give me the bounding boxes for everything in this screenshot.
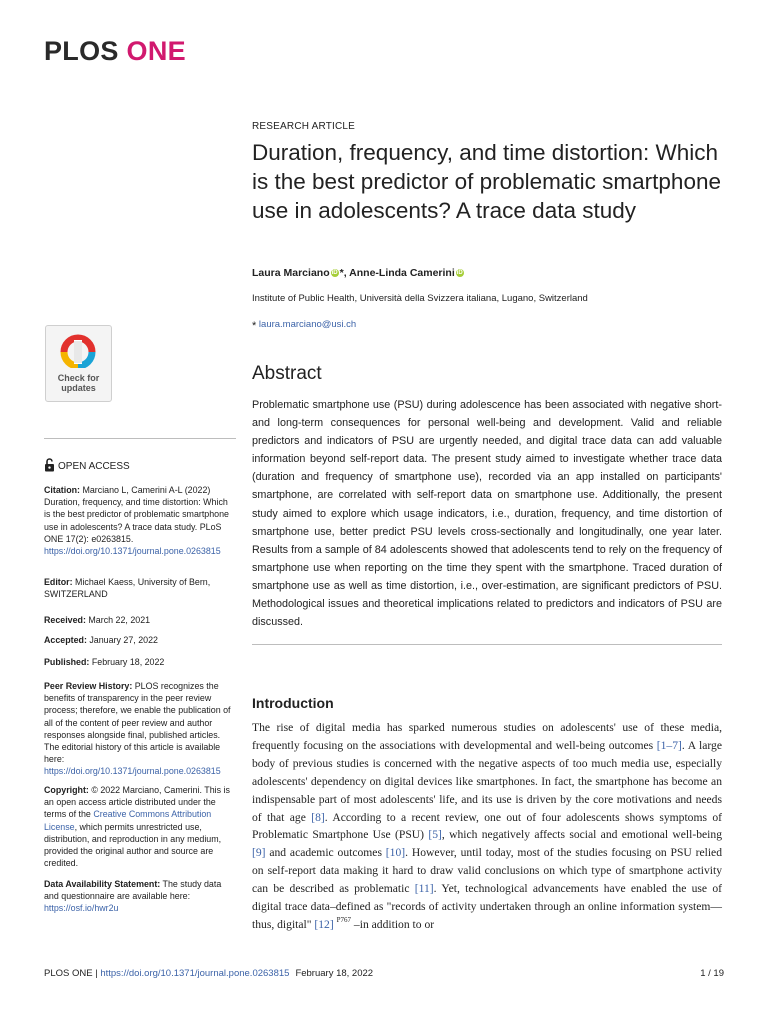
footer-separator: | [92,968,101,979]
peer-review-link[interactable]: https://doi.org/10.1371/journal.pone.0263815 [44,766,221,777]
citation-text: Marciano L, Camerini A-L (2022) Duration, frequency, and time distortion: Which is the best predictor of problematic smartphone use in adolescents? A trace data study. PLoS ONE 17(2): e0263815. [44,485,229,544]
abstract-divider [252,644,722,645]
corresponding-email [252,319,722,332]
footer-doi-link[interactable]: https://doi.org/10.1371/journal.pone.0263815 [100,968,290,979]
intro-text-run: , which negatively affects social and emotional well-being [441,828,722,842]
citation-link[interactable]: [9] [252,846,266,860]
affiliation: Institute of Public Health, Università della Svizzera italiana, Lugano, Switzerland [252,293,588,304]
email-mark: * [252,320,257,332]
page-number: 1 / 19 [700,968,724,979]
orcid-icon[interactable]: iD [456,270,463,277]
citation-block [44,484,236,557]
citation-link[interactable]: [5] [428,828,442,842]
citation-link[interactable]: [12] [314,917,334,931]
peer-review-text: PLOS recognizes the benefits of transparency in the peer review process; therefore, we enable the publication of all of the content of peer review and author responses alongside final, published articles. The editorial history of this article is available here: [44,681,231,765]
accepted-label: Accepted: [44,635,87,645]
citation-link[interactable]: [10] [385,846,406,860]
open-access-text: OPEN ACCESS [58,461,130,472]
page-footer [44,968,724,979]
intro-text-run: The rise of digital media has sparked numerous studies on adolescents' use of these media, frequently focusing on the associations with developmental and well-being outcomes [252,721,722,752]
author-name[interactable]: Laura Marciano [252,267,330,279]
intro-text-run: –in addition to or [351,917,435,931]
peer-review-label: Peer Review History: [44,681,133,691]
sidebar-divider [44,438,236,439]
logo-plos: PLOS [44,36,119,66]
author-name[interactable]: Anne-Linda Camerini [349,267,455,279]
abstract-heading: Abstract [252,363,322,384]
author-list [252,267,722,279]
citation-link[interactable]: [8] [311,810,325,824]
article-title: Duration, frequency, and time distortion: Which is the best predictor of problematic smartphone use in adolescents? A trace data study [252,140,721,223]
published-label: Published: [44,657,90,667]
introduction-text [252,719,722,934]
copyright-text: © 2022 Marciano, Camerini. This is an open access article distributed under the terms of the [44,785,230,820]
journal-logo[interactable] [44,36,186,67]
footer-journal: PLOS ONE [44,968,93,979]
badge-line-2: updates [61,383,96,393]
footer-date: February 18, 2022 [295,968,374,979]
badge-line-1: Check for [57,373,100,383]
open-lock-icon [44,458,55,472]
received-label: Received: [44,615,86,625]
intro-text-run: . Yet, technological advancements have enabled the use of digital trace data–defined as "records of activity undertaken through an online information system—thus, digital" [252,882,722,931]
intro-text-run: . However, until today, most of the studies focusing on PSU relied on self-report data making it hard to draw valid conclusions on which type of smartphone activity can be described as problematic [252,846,722,896]
intro-text-run: . A large body of previous studies is concerned with the negative aspects of too much media use, especially adolescents' dependency on digital devices like smartphones. In fact, the smartphone has become an indispensable part of most adolescents' life, and its use is driven by the core motivations and needs of that age [252,738,723,824]
citation-link[interactable]: [11] [414,882,434,896]
citation-link[interactable]: [1–7] [656,738,682,752]
logo-one: ONE [126,36,186,66]
editor-block [44,576,236,600]
email-link[interactable]: laura.marciano@usi.ch [258,319,357,330]
data-availability-block [44,878,236,915]
copyright-text: , which permits unrestricted use, distribution, and reproduction in any medium, provided the original author and source are credited. [44,821,222,869]
copyright-block [44,784,236,869]
accepted-date: January 27, 2022 [86,635,158,645]
data-availability-text: The study data and questionnaire are available here: [44,879,222,902]
editor-text: Michael Kaess, University of Bern, SWITZERLAND [44,577,211,600]
author-separator: , [343,267,350,279]
data-availability-label: Data Availability Statement: [44,879,161,889]
received-block [44,614,236,626]
accepted-block [44,634,236,646]
license-link[interactable]: Creative Commons Attribution License [44,809,212,832]
crossmark-icon [58,332,98,368]
intro-text-run: and academic outcomes [265,846,386,860]
open-access-label [44,458,130,472]
corresponding-mark: * [339,267,344,279]
data-link[interactable]: https://osf.io/hwr2u [44,903,119,914]
copyright-label: Copyright: [44,785,89,795]
check-for-updates-badge[interactable] [45,325,112,402]
page-superscript: P767 [336,915,352,924]
received-date: March 22, 2021 [85,615,151,625]
abstract-text: Problematic smartphone use (PSU) during adolescence has been associated with negative short- and long-term consequences for personal well-being and development. Valid and reliable predictors and indicators of PSU are urgently needed, and digital trace data can add valuable information beyond self-report data. The present study aimed to investigate whether trace data (duration and frequency of smartphone use), recorded via an app installed on participants' smartphone, are correlated with self-report data on smartphone use. Additionally, the present study aimed to explore which usage indicators, i.e., duration, frequency, and time distortion of smartphone use, better predict PSU levels cross-sectionally and longitudinally, one year later. Results from a sample of 84 adolescents showed that adolescents tend to rely on the frequency of smartphone use when reporting on the time they spent with the smartphone. Traced duration of smartphone use as well as time distortion, i.e., over-estimation, are significant predictors of PSU. Methodological issues and theoretical implications related to predictors and indicators of PSU are discussed. [252,399,722,629]
orcid-icon[interactable]: iD [331,270,338,277]
editor-label: Editor: [44,577,73,587]
introduction-heading: Introduction [252,695,334,711]
article-type: RESEARCH ARTICLE [252,121,356,132]
citation-label: Citation: [44,485,80,495]
peer-review-block [44,680,236,778]
published-date: February 18, 2022 [89,657,165,667]
intro-text-run: . According to a recent review, one out of four adolescents shows symptoms of Problematic Smartphone Use (PSU) [252,810,723,842]
published-block [44,656,236,668]
citation-doi-link[interactable]: https://doi.org/10.1371/journal.pone.0263815 [44,546,221,557]
